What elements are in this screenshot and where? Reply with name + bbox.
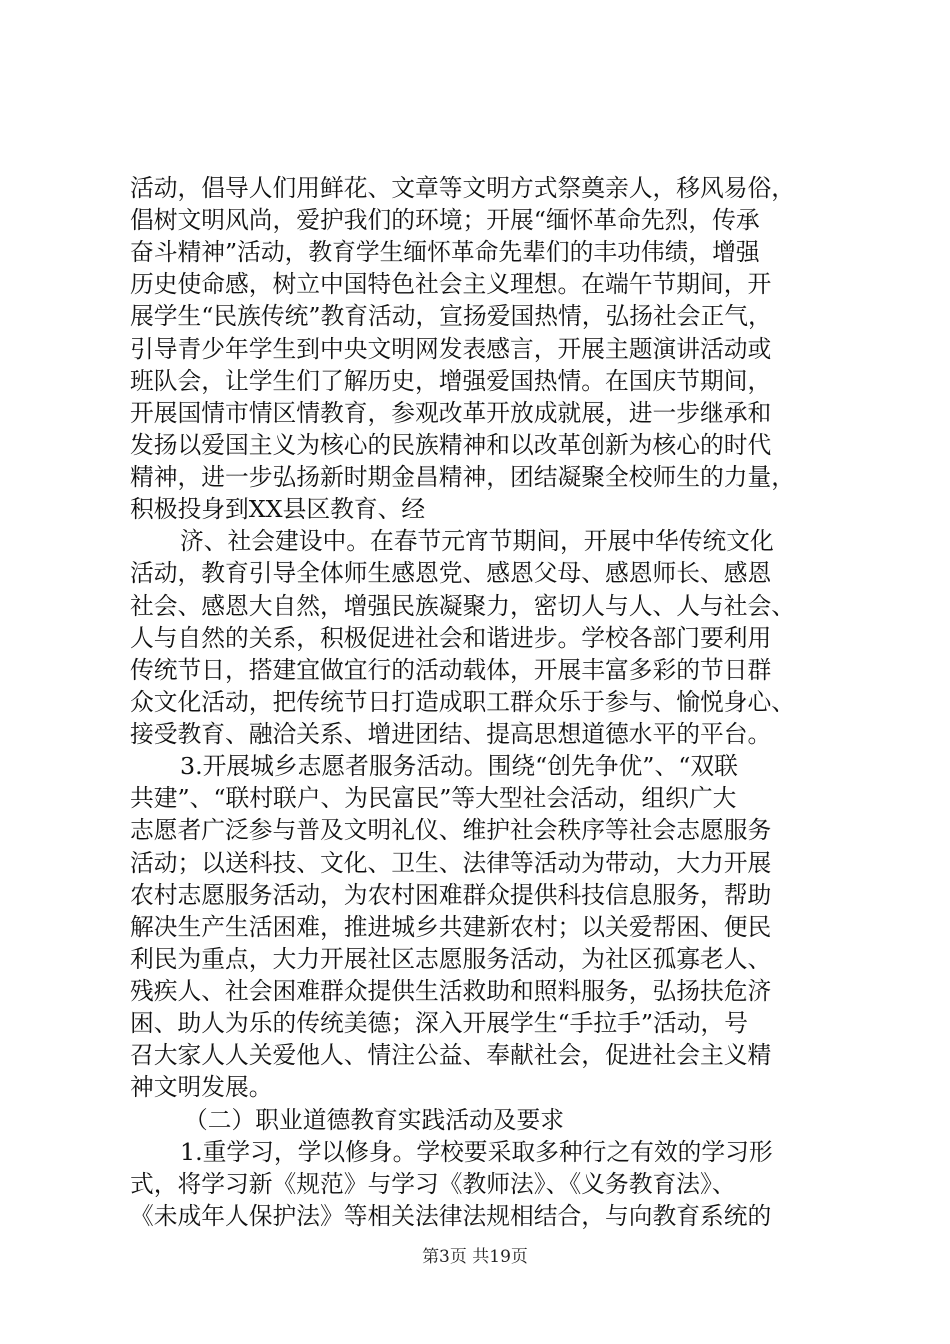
body-text-line: 奋斗精神”活动，教育学生缅怀革命先辈们的丰功伟绩，增强 (130, 238, 760, 267)
body-text-line: 班队会，让学生们了解历史，增强爱国热情。在国庆节期间， (130, 366, 772, 395)
body-text-line: 志愿者广泛参与普及文明礼仪、维护社会秩序等社会志愿服务 (130, 816, 772, 845)
page-number-footer: 第3页 共19页 (422, 1247, 528, 1267)
body-text-line: 神文明发展。 (130, 1073, 273, 1102)
body-text-line: 引导青少年学生到中央文明网发表感言，开展主题演讲活动或 (130, 334, 772, 363)
body-text-line: 式，将学习新《规范》与学习《教师法》、《义务教育法》、 (130, 1169, 736, 1198)
paragraph-first-line: 1.重学习，学以修身。学校要采取多种行之有效的学习形 (180, 1137, 773, 1166)
body-text-line: 农村志愿服务活动，为农村困难群众提供科技信息服务，帮助 (130, 880, 772, 909)
body-text-line: 活动，倡导人们用鲜花、文章等文明方式祭奠亲人，移风易俗， (130, 174, 796, 202)
body-text-line: 接受教育、融洽关系、增进团结、提高思想道德水平的平台。 (130, 720, 772, 749)
paragraph-first-line: 济、社会建设中。在春节元宵节期间，开展中华传统文化 (180, 527, 774, 556)
body-text-line: 召大家人人关爱他人、情注公益、奉献社会，促进社会主义精 (130, 1041, 772, 1070)
body-text-line: 展学生“民族传统”教育活动，宣扬爱国热情，弘扬社会正气， (130, 302, 772, 331)
body-text-line: 精神，进一步弘扬新时期金昌精神，团结凝聚全校师生的力量， (130, 463, 796, 492)
body-text-line: 开展国情市情区情教育，参观改革开放成就展，进一步继承和 (130, 398, 772, 427)
body-text-line: 困、助人为乐的传统美德；深入开展学生“手拉手”活动，号 (130, 1009, 749, 1038)
paragraph-first-line: 3.开展城乡志愿者服务活动。围绕“创先争优”、“双联 (180, 752, 738, 781)
body-text-line: 倡树文明风尚，爱护我们的环境；开展“缅怀革命先烈，传承 (130, 206, 760, 235)
body-text-line: 社会、感恩大自然，增强民族凝聚力，密切人与人、人与社会、 (130, 591, 796, 620)
body-text-line: 发扬以爱国主义为核心的民族精神和以改革创新为核心的时代 (130, 430, 772, 459)
body-text-line: 共建”、“联村联户、为民富民”等大型社会活动，组织广大 (130, 784, 737, 813)
body-text-line: 历史使命感，树立中国特色社会主义理想。在端午节期间，开 (130, 270, 772, 299)
body-text-line: 活动；以送科技、文化、卫生、法律等活动为带动，大力开展 (130, 848, 772, 877)
body-text-line: 众文化活动，把传统节日打造成职工群众乐于参与、愉悦身心、 (130, 687, 796, 716)
body-text-line: 利民为重点，大力开展社区志愿服务活动，为社区孤寡老人、 (130, 944, 772, 973)
body-text-line: 《未成年人保护法》等相关法律法规相结合，与向教育系统的 (130, 1201, 772, 1230)
body-text-line: 活动，教育引导全体师生感恩党、感恩父母、感恩师长、感恩 (130, 559, 772, 588)
body-text-line: 解决生产生活困难，推进城乡共建新农村；以关爱帮困、便民 (130, 912, 772, 941)
body-text-line: 传统节日，搭建宜做宜行的活动载体，开展丰富多彩的节日群 (130, 655, 772, 684)
section-heading: （二）职业道德教育实践活动及要求 (184, 1105, 565, 1134)
body-text-line: 残疾人、社会困难群众提供生活救助和照料服务，弘扬扶危济 (130, 977, 772, 1006)
body-text-line: 积极投身到XX县区教育、经 (130, 495, 426, 524)
body-text-line: 人与自然的关系，积极促进社会和谐进步。学校各部门要利用 (130, 623, 772, 652)
